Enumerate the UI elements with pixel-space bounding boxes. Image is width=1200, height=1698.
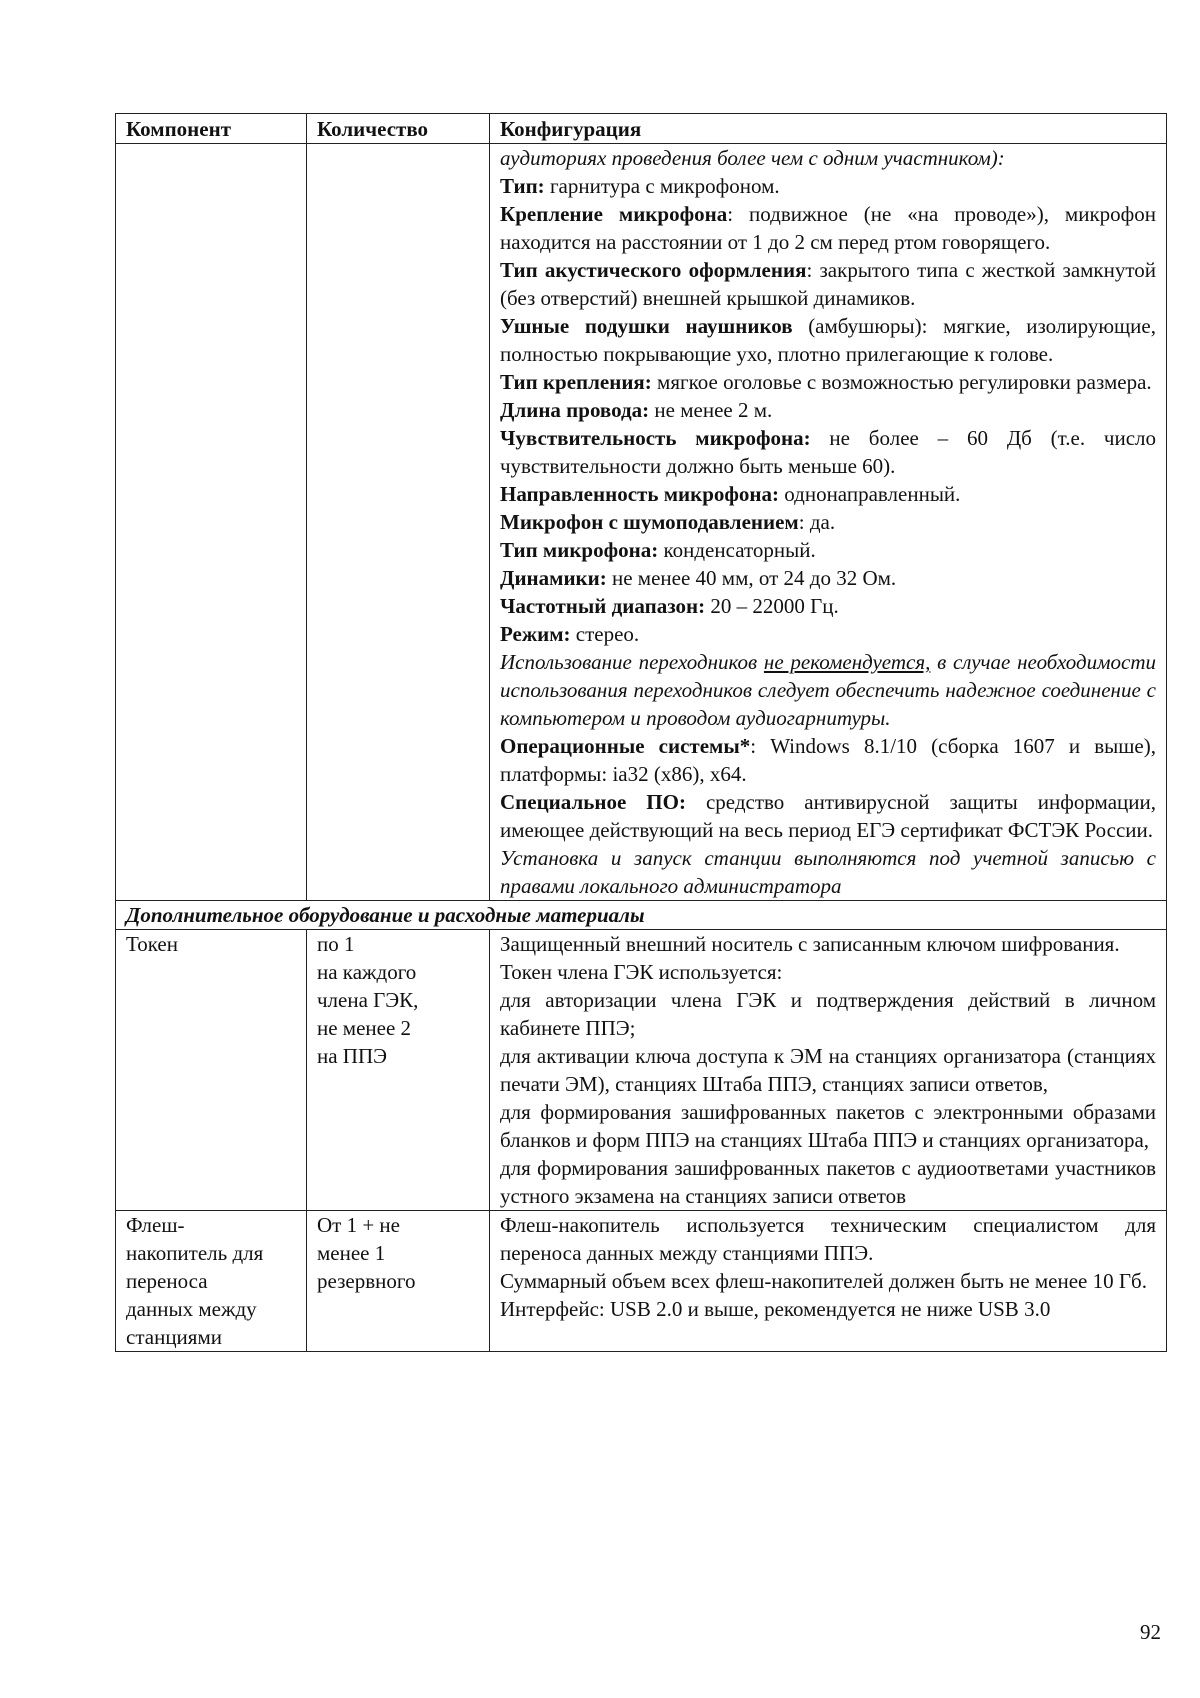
header-component: Компонент (116, 114, 307, 144)
quantity-line: по 1 (317, 932, 355, 956)
quantity-line: резервного (317, 1269, 416, 1293)
quantity-line: не менее 2 (317, 1016, 412, 1040)
spec-line: Микрофон с шумоподавлением: да. (500, 510, 836, 534)
headset-intro: аудиториях проведения более чем с одним участником): (500, 146, 1005, 170)
token-row (116, 930, 1167, 1211)
flash-quantity (307, 1211, 490, 1352)
component-line: данных между (126, 1297, 257, 1321)
quantity-line: на ППЭ (317, 1044, 388, 1068)
spec-line: Тип крепления: мягкое оголовье с возможностью регулировки размера. (500, 370, 1152, 394)
spec-line: Ушные подушки наушников (амбушюры): мягкие, изолирующие, полностью покрывающие ухо, плотно прилегающие к голове. (500, 314, 1156, 366)
spec-line: Динамики: не менее 40 мм, от 24 до 32 Ом. (500, 566, 897, 590)
table-header-row (116, 114, 1167, 144)
config-line: для активации ключа доступа к ЭМ на станциях организатора (станциях печати ЭМ), станциях Штаба ППЭ, станциях записи ответов, (500, 1044, 1156, 1096)
token-config (490, 930, 1167, 1211)
config-line: Суммарный объем всех флеш-накопителей должен быть не менее 10 Гб. (500, 1269, 1147, 1293)
spec-line: Частотный диапазон: 20 – 22000 Гц. (500, 594, 839, 618)
spec-line: Крепление микрофона: подвижное (не «на проводе»), микрофон находится на расстоянии от 1 до 2 см перед ртом говорящего. (500, 202, 1156, 254)
component-line: станциями (126, 1325, 222, 1349)
page-number: 92 (1140, 1620, 1161, 1644)
flash-config (490, 1211, 1167, 1352)
headset-quantity-cell (307, 144, 490, 901)
config-line: для авторизации члена ГЭК и подтверждения действий в личном кабинете ППЭ; (500, 988, 1156, 1040)
header-quantity: Количество (307, 114, 490, 144)
adapter-note: Использование переходников не рекомендуется, в случае необходимости использования переходников следует обеспечить надежное соединение с компьютером и проводом аудиогарнитуры. (500, 650, 1156, 730)
flash-row (116, 1211, 1167, 1352)
headset-spec-list (500, 172, 1156, 648)
spec-line: Тип акустического оформления: закрытого типа с жесткой замкнутой (без отверстий) внешней крышкой динамиков. (500, 258, 1157, 310)
spec-line: Чувствительность микрофона: не более – 60 Дб (т.е. число чувствительности должно быть меньше 60). (500, 426, 1156, 478)
token-component: Токен (116, 930, 307, 1211)
header-configuration: Конфигурация (490, 114, 1167, 144)
spec-line: Тип микрофона: конденсаторный. (500, 538, 816, 562)
spec-line: Длина провода: не менее 2 м. (500, 398, 773, 422)
admin-note: Установка и запуск станции выполняются под учетной записью с правами локального администратора (500, 846, 1156, 898)
equipment-spec-table (115, 113, 1167, 1352)
software-line: Специальное ПО: средство антивирусной защиты информации, имеющее действующий на весь период ЕГЭ сертификат ФСТЭК России. (500, 790, 1156, 842)
config-line: Флеш-накопитель используется техническим специалистом для переноса данных между станциями ППЭ. (500, 1213, 1156, 1265)
quantity-line: менее 1 (317, 1241, 386, 1265)
config-line: для формирования зашифрованных пакетов с аудиоответами участников устного экзамена на станциях записи ответов (500, 1156, 1156, 1208)
headset-component-cell (116, 144, 307, 901)
spec-line: Режим: стерео. (500, 622, 640, 646)
section-row (116, 901, 1167, 930)
token-quantity (307, 930, 490, 1211)
headset-config-cell (490, 144, 1167, 901)
config-line: Защищенный внешний носитель с записанным ключом шифрования. (500, 932, 1120, 956)
component-line: накопитель для (126, 1241, 264, 1265)
quantity-line: От 1 + не (317, 1213, 400, 1237)
config-line: для формирования зашифрованных пакетов с электронными образами бланков и форм ППЭ на станциях Штаба ППЭ и станциях организатора, (500, 1100, 1156, 1152)
config-line: Интерфейс: USB 2.0 и выше, рекомендуется не ниже USB 3.0 (500, 1297, 1051, 1321)
flash-component (116, 1211, 307, 1352)
component-line: Флеш- (126, 1213, 185, 1237)
config-line: Токен члена ГЭК используется: (500, 960, 783, 984)
spec-line: Тип: гарнитура с микрофоном. (500, 174, 780, 198)
component-line: переноса (126, 1269, 208, 1293)
os-line: Операционные системы*: Windows 8.1/10 (сборка 1607 и выше), платформы: ia32 (x86), x64. (500, 734, 1156, 786)
headset-row (116, 144, 1167, 901)
quantity-line: на каждого (317, 960, 417, 984)
spec-line: Направленность микрофона: однонаправленный. (500, 482, 961, 506)
quantity-line: члена ГЭК, (317, 988, 419, 1012)
section-title: Дополнительное оборудование и расходные материалы (116, 901, 1167, 930)
